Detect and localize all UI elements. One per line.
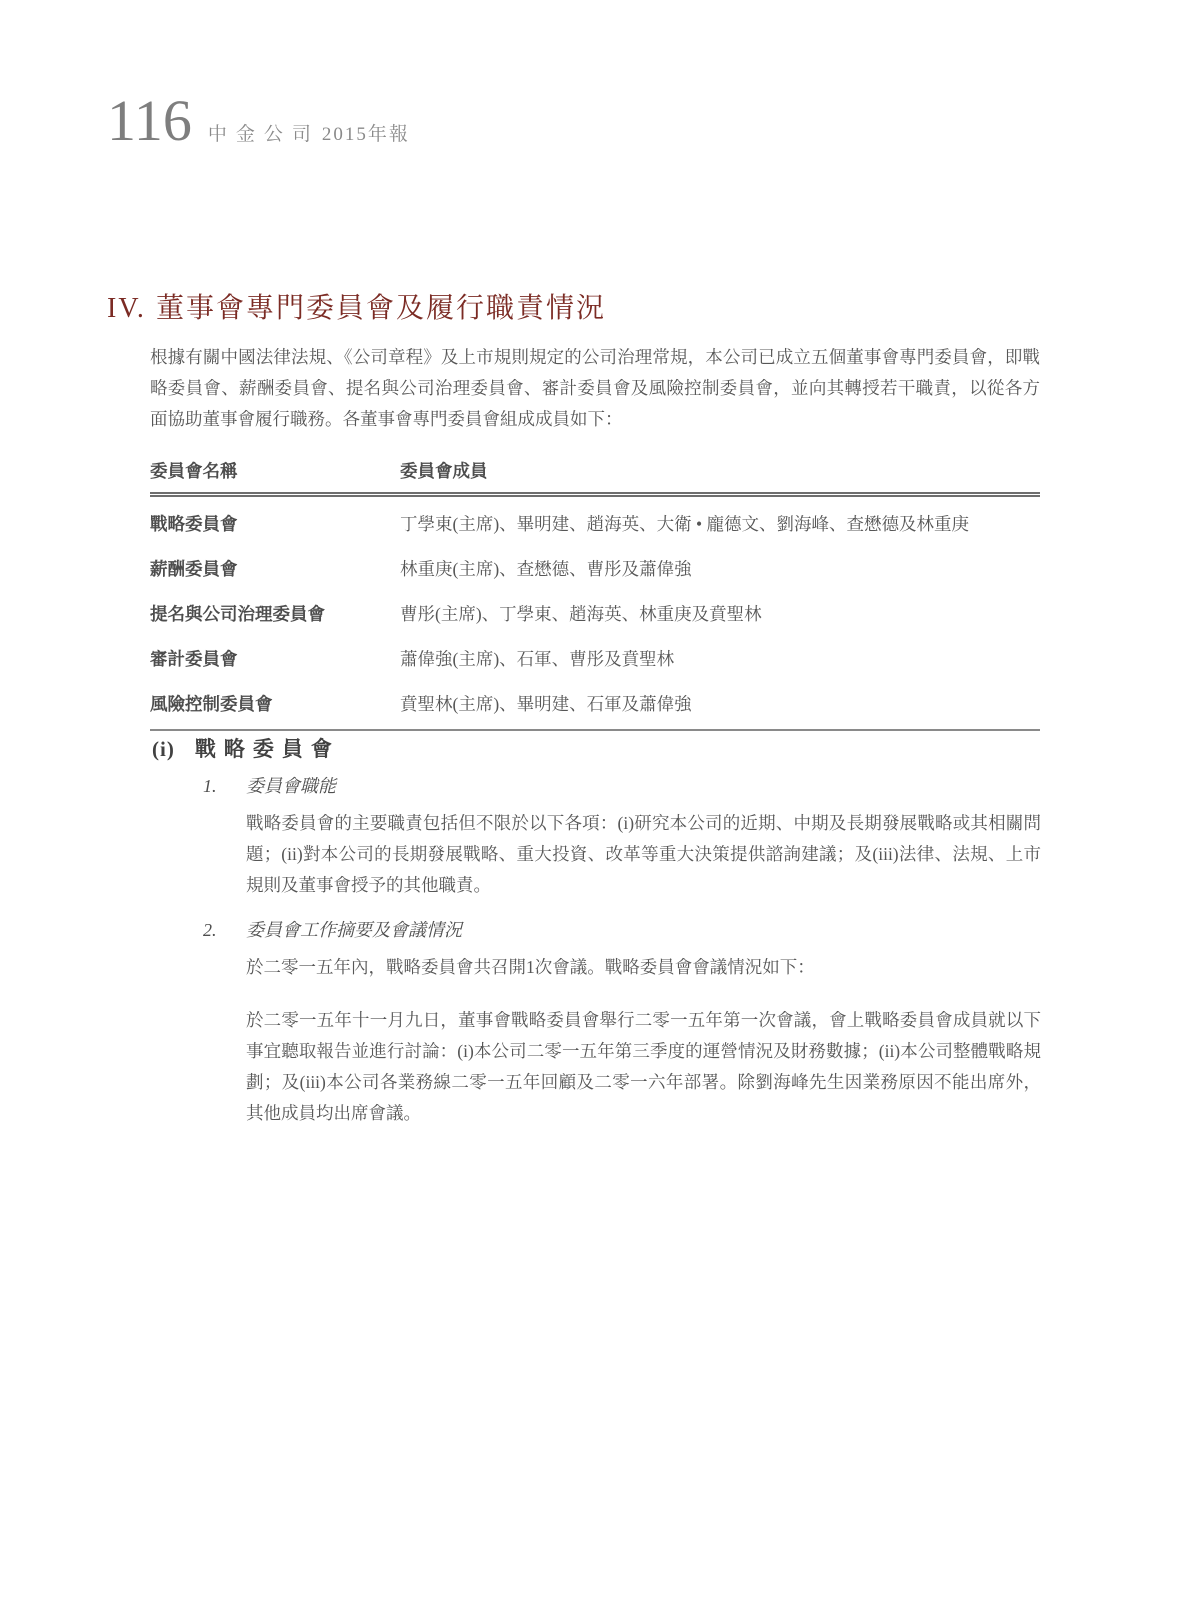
committee-members: 蕭偉強(主席)、石軍、曹彤及賁聖林 [400,649,675,669]
page-number: 116 [107,88,192,153]
item-2-paragraph-2: 於二零一五年十一月九日，董事會戰略委員會舉行二零一五年第一次會議，會上戰略委員會成員就以下事宜聽取報告並進行討論：(i)本公司二零一五年第三季度的運營情況及財務數據；(ii)本公司整體戰略規劃；及(iii)本公司各業務線二零一五年回顧及二零一六年部署。除劉海峰先生因業務原因不能出席外，其他成員均出席會議。 [246,1010,1041,1123]
committee-name: 風險控制委員會 [150,694,273,714]
item-2-paragraph-1: 於二零一五年內，戰略委員會共召開1次會議。戰略委員會會議情況如下： [246,957,815,977]
item-2-title: 委員會工作摘要及會議情況 [246,920,462,940]
committee-name: 提名與公司治理委員會 [150,604,325,624]
section-title: 董事會專門委員會及履行職責情況 [155,293,606,324]
item-1-number: 1. [203,776,217,796]
page-header [107,88,410,153]
numbered-item-2-heading [203,916,462,942]
intro-paragraph: 根據有關中國法律法規、《公司章程》及上市規則規定的公司治理常規，本公司已成立五個董事會專門委員會，即戰略委員會、薪酬委員會、提名與公司治理委員會、審計委員會及風險控制委員會，並向其轉授若干職責，以從各方面協助董事會履行職務。各董事會專門委員會組成成員如下： [150,347,1040,429]
company-name: 中金公司 [207,124,320,145]
table-row [150,495,1040,547]
column-header-committee-name: 委員會名稱 [150,452,400,495]
table-header-row [150,452,1040,495]
table-row [150,591,1040,636]
committee-name: 戰略委員會 [150,514,238,534]
section-numeral: IV. [107,293,146,324]
committee-members: 林重庚(主席)、查懋德、曹彤及蕭偉強 [400,559,692,579]
committee-members: 曹彤(主席)、丁學東、趙海英、林重庚及賁聖林 [400,604,762,624]
item-2-number: 2. [203,920,217,940]
report-year: 2015年報 [321,124,410,145]
committee-members: 丁學東(主席)、畢明建、趙海英、大衛 • 龐德文、劉海峰、查懋德及林重庚 [400,514,970,534]
column-header-committee-members: 委員會成員 [400,452,1040,495]
item-1-title: 委員會職能 [246,776,336,796]
subsection-i-heading [152,733,340,763]
subsection-i-label: (i) [152,737,175,761]
table-row [150,681,1040,730]
section-heading [107,286,606,326]
committee-name: 薪酬委員會 [150,559,238,579]
numbered-item-1-heading [203,772,336,798]
table-row [150,546,1040,591]
committee-table [150,452,1040,731]
subsection-i-title: 戰略委員會 [194,737,340,761]
item-1-body: 戰略委員會的主要職責包括但不限於以下各項：(i)研究本公司的近期、中期及長期發展戰略或其相關問題；(ii)對本公司的長期發展戰略、重大投資、改革等重大決策提供諮詢建議；及(iii)法律、法規、上市規則及董事會授予的其他職責。 [246,813,1041,895]
committee-name: 審計委員會 [150,649,238,669]
committee-members: 賁聖林(主席)、畢明建、石軍及蕭偉強 [400,694,692,714]
table-row [150,636,1040,681]
